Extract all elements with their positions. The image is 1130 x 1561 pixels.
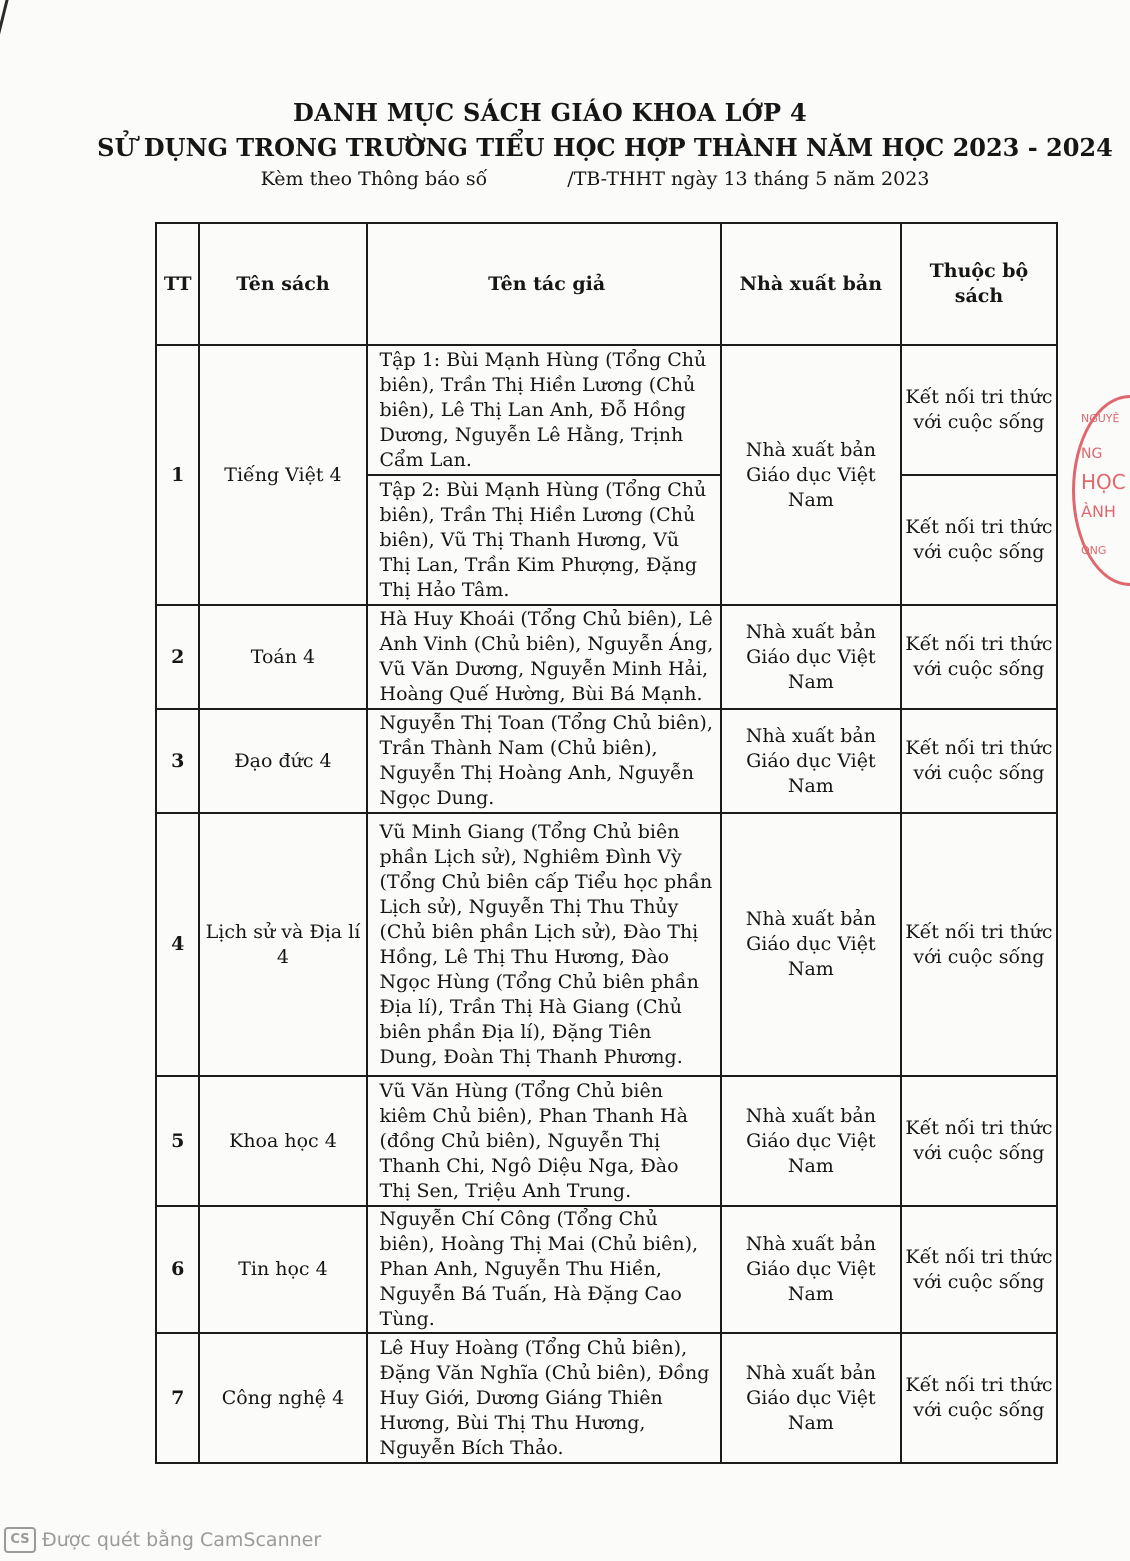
book-publisher: Nhà xuất bản Giáo dục Việt Nam bbox=[721, 813, 901, 1076]
book-authors: Nguyễn Chí Công (Tổng Chủ biên), Hoàng Thị Mai (Chủ biên), Phan Anh, Nguyễn Thu Hiền, Nguyễn Bá Tuấn, Hà Đặng Cao Tùng. bbox=[367, 1206, 721, 1333]
table-row bbox=[156, 1206, 1057, 1333]
book-authors: Vũ Minh Giang (Tổng Chủ biên phần Lịch sử), Nghiêm Đình Vỳ (Tổng Chủ biên cấp Tiểu học phần Lịch sử), Nguyễn Thị Thu Thủy (Chủ biên phần Lịch sử), Đào Thị Hồng, Lê Thị Thu Hương, Đào Ngọc Hùng (Tổng Chủ biên phần Địa lí), Trần Thị Hà Giang (Chủ biên phần Địa lí), Đặng Tiên Dung, Đoàn Thị Thanh Phương. bbox=[367, 813, 721, 1076]
book-name: Công nghệ 4 bbox=[199, 1333, 366, 1463]
table-row bbox=[156, 345, 1057, 475]
book-publisher: Nhà xuất bản Giáo dục Việt Nam bbox=[721, 345, 901, 605]
document-title-line2: SỬ DỤNG TRONG TRƯỜNG TIỂU HỌC HỢP THÀNH NĂM HỌC 2023 - 2024 bbox=[97, 133, 1113, 162]
book-series: Kết nối tri thức với cuộc sống bbox=[901, 345, 1057, 475]
book-authors: Lê Huy Hoàng (Tổng Chủ biên), Đặng Văn Nghĩa (Chủ biên), Đồng Huy Giới, Dương Giáng Thiên Hương, Bùi Thị Thu Hương, Nguyễn Bích Thảo. bbox=[367, 1333, 721, 1463]
subtitle-suffix: /TB-THHT ngày 13 tháng 5 năm 2023 bbox=[567, 168, 930, 190]
table-header-row bbox=[156, 223, 1057, 345]
stamp-text: NG bbox=[1081, 446, 1103, 462]
header-book: Tên sách bbox=[199, 223, 366, 345]
book-series: Kết nối tri thức với cuộc sống bbox=[901, 1333, 1057, 1463]
book-publisher: Nhà xuất bản Giáo dục Việt Nam bbox=[721, 1076, 901, 1206]
watermark-label: Được quét bằng CamScanner bbox=[42, 1529, 322, 1551]
row-number: 2 bbox=[156, 605, 199, 709]
book-name: Toán 4 bbox=[199, 605, 366, 709]
book-name: Tiếng Việt 4 bbox=[199, 345, 366, 605]
book-authors: Vũ Văn Hùng (Tổng Chủ biên kiêm Chủ biên), Phan Thanh Hà (đồng Chủ biên), Nguyễn Thị Thanh Chi, Ngô Diệu Nga, Đào Thị Sen, Triệu Anh Trung. bbox=[367, 1076, 721, 1206]
book-name: Lịch sử và Địa lí 4 bbox=[199, 813, 366, 1076]
book-authors: Hà Huy Khoái (Tổng Chủ biên), Lê Anh Vinh (Chủ biên), Nguyễn Áng, Vũ Văn Dương, Nguyễn Minh Hải, Hoàng Quế Hường, Bùi Bá Mạnh. bbox=[367, 605, 721, 709]
table-row bbox=[156, 813, 1057, 1076]
document-title: DANH MỤC SÁCH GIÁO KHOA LỚP 4 bbox=[292, 98, 808, 127]
book-publisher: Nhà xuất bản Giáo dục Việt Nam bbox=[721, 709, 901, 813]
row-number: 1 bbox=[156, 345, 199, 605]
school-stamp bbox=[1072, 395, 1130, 586]
book-series: Kết nối tri thức với cuộc sống bbox=[901, 709, 1057, 813]
document-subtitle bbox=[60, 168, 1130, 190]
header-publisher: Nhà xuất bản bbox=[721, 223, 901, 345]
row-number: 5 bbox=[156, 1076, 199, 1206]
header-tt: TT bbox=[156, 223, 199, 345]
stamp-text: NGUYÊ bbox=[1081, 412, 1120, 425]
book-series: Kết nối tri thức với cuộc sống bbox=[901, 1206, 1057, 1333]
row-number: 6 bbox=[156, 1206, 199, 1333]
book-authors: Tập 2: Bùi Mạnh Hùng (Tổng Chủ biên), Trần Thị Hiền Lương (Chủ biên), Vũ Thị Thanh Hương, Vũ Thị Lan, Trần Kim Phượng, Đặng Thị Hảo Tâm. bbox=[367, 475, 721, 605]
stamp-text: HỌC bbox=[1081, 470, 1126, 494]
scanner-watermark bbox=[4, 1527, 321, 1553]
header-authors: Tên tác giả bbox=[367, 223, 721, 345]
table-row bbox=[156, 1076, 1057, 1206]
book-publisher: Nhà xuất bản Giáo dục Việt Nam bbox=[721, 1206, 901, 1333]
textbook-table bbox=[155, 222, 1058, 1464]
row-number: 4 bbox=[156, 813, 199, 1076]
book-series: Kết nối tri thức với cuộc sống bbox=[901, 1076, 1057, 1206]
camscanner-icon: CS bbox=[4, 1527, 36, 1553]
table-row bbox=[156, 605, 1057, 709]
book-name: Tin học 4 bbox=[199, 1206, 366, 1333]
book-series: Kết nối tri thức với cuộc sống bbox=[901, 813, 1057, 1076]
row-number: 3 bbox=[156, 709, 199, 813]
book-authors: Nguyễn Thị Toan (Tổng Chủ biên), Trần Thành Nam (Chủ biên), Nguyễn Thị Hoàng Anh, Nguyễn Ngọc Dung. bbox=[367, 709, 721, 813]
book-name: Đạo đức 4 bbox=[199, 709, 366, 813]
subtitle-prefix: Kèm theo Thông báo số bbox=[260, 168, 488, 190]
book-publisher: Nhà xuất bản Giáo dục Việt Nam bbox=[721, 605, 901, 709]
book-series: Kết nối tri thức với cuộc sống bbox=[901, 605, 1057, 709]
book-series: Kết nối tri thức với cuộc sống bbox=[901, 475, 1057, 605]
table-row bbox=[156, 709, 1057, 813]
stamp-text: ÀNH bbox=[1081, 502, 1116, 521]
stamp-text: ONG bbox=[1081, 544, 1107, 557]
book-name: Khoa học 4 bbox=[199, 1076, 366, 1206]
document-header bbox=[0, 98, 1130, 190]
header-series: Thuộc bộ sách bbox=[901, 223, 1057, 345]
row-number: 7 bbox=[156, 1333, 199, 1463]
book-authors: Tập 1: Bùi Mạnh Hùng (Tổng Chủ biên), Trần Thị Hiền Lương (Chủ biên), Lê Thị Lan Anh, Đỗ Hồng Dương, Nguyễn Lê Hằng, Trịnh Cẩm Lan. bbox=[367, 345, 721, 475]
book-publisher: Nhà xuất bản Giáo dục Việt Nam bbox=[721, 1333, 901, 1463]
table-row bbox=[156, 1333, 1057, 1463]
